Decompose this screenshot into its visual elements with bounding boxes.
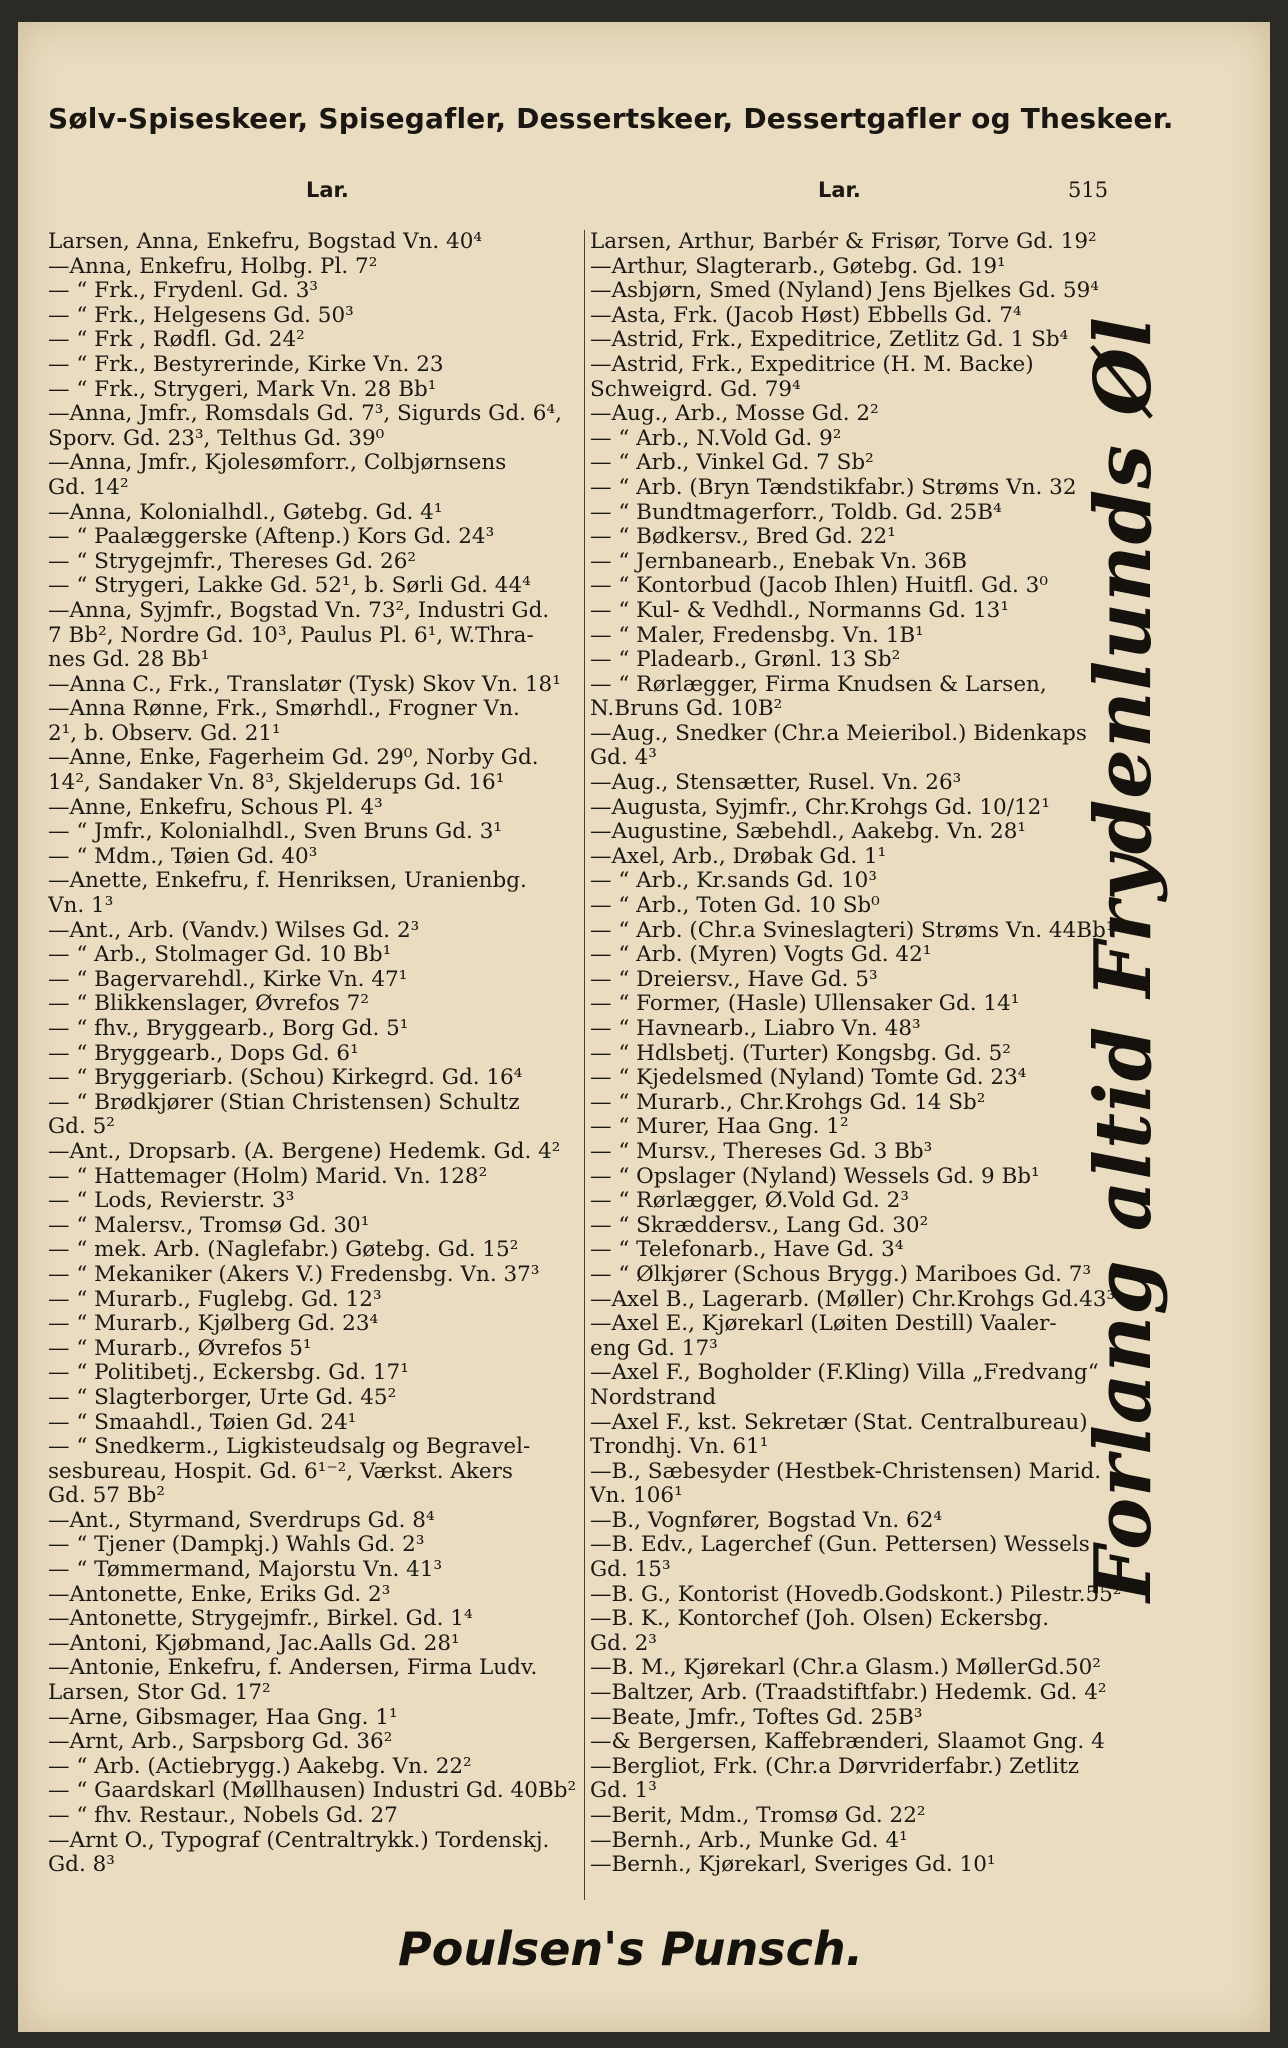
directory-entry: — “ Strygeri, Lakke Gd. 52¹, b. Sørli Gd. 44⁴ — [48, 574, 531, 599]
directory-entry: —B. K., Kontorchef (Joh. Olsen) Eckersbg. — [590, 1607, 1050, 1632]
directory-entry: —Anna, Syjmfr., Bogstad Vn. 73², Industri Gd. — [48, 598, 550, 623]
page-number: 515 — [1068, 178, 1109, 202]
directory-entry: — “ Ølkjører (Schous Brygg.) Mariboes Gd. 7³ — [590, 1262, 1092, 1287]
directory-entry: — “ Arb. (Chr.a Svineslagteri) Strøms Vn. 44Bb¹ — [590, 918, 1115, 943]
directory-entry: —B., Sæbesyder (Hestbek-Christensen) Marid. — [590, 1459, 1102, 1484]
directory-entry: 14², Sandaker Vn. 8³, Skjelderups Gd. 16¹ — [48, 771, 505, 796]
directory-entry: — “ Mekaniker (Akers V.) Fredensbg. Vn. 37³ — [48, 1262, 540, 1287]
directory-entry: —Anna, Kolonialhdl., Gøtebg. Gd. 4¹ — [48, 500, 443, 525]
directory-entry: Larsen, Arthur, Barbér & Frisør, Torve Gd. 19² — [590, 230, 1097, 254]
directory-entry: —Arnt, Arb., Sarpsborg Gd. 36² — [48, 1730, 393, 1755]
directory-entry: —& Bergersen, Kaffebrænderi, Slaamot Gng. 4 — [590, 1730, 1105, 1755]
directory-entry: — “ Mursv., Thereses Gd. 3 Bb³ — [590, 1139, 933, 1164]
directory-entry: Gd. 5² — [48, 1115, 115, 1140]
directory-entry: — “ Tømmermand, Majorstu Vn. 41³ — [48, 1558, 443, 1583]
directory-entry: — “ Tjener (Dampkj.) Wahls Gd. 2³ — [48, 1533, 425, 1558]
directory-entry: Vn. 106¹ — [590, 1484, 683, 1509]
directory-entry: — “ Murer, Haa Gng. 1² — [590, 1115, 849, 1140]
directory-entry: — “ Skræddersv., Lang Gd. 30² — [590, 1213, 929, 1238]
directory-entry: — “ Frk., Frydenl. Gd. 3³ — [48, 279, 319, 304]
directory-entry: —Anna, Jmfr., Romsdals Gd. 7³, Sigurds Gd. 6⁴, — [48, 402, 562, 427]
directory-entry: — “ Frk., Strygeri, Mark Vn. 28 Bb¹ — [48, 377, 437, 402]
directory-entry: —Ant., Dropsarb. (A. Bergene) Hedemk. Gd. 4² — [48, 1139, 561, 1164]
directory-entry: — “ Opslager (Nyland) Wessels Gd. 9 Bb¹ — [590, 1164, 1040, 1189]
directory-page — [18, 22, 1270, 2032]
directory-entry: —Antoni, Kjøbmand, Jac.Aalls Gd. 28¹ — [48, 1631, 460, 1656]
directory-entry: —Bergliot, Frk. (Chr.a Dørvriderfabr.) Zetlitz — [590, 1754, 1080, 1779]
directory-entry: —Aug., Snedker (Chr.a Meieribol.) Bidenkaps — [590, 721, 1087, 746]
directory-entry: —Arne, Gibsmager, Haa Gng. 1¹ — [48, 1705, 398, 1730]
directory-entry: — “ Arb. (Bryn Tændstikfabr.) Strøms Vn. 32 — [590, 475, 1077, 500]
directory-entry: — “ Murarb., Chr.Krohgs Gd. 14 Sb² — [590, 1090, 986, 1115]
directory-entry: —B., Vognfører, Bogstad Vn. 62⁴ — [590, 1508, 943, 1533]
directory-entry: sesbureau, Hospit. Gd. 6¹⁻², Værkst. Akers — [48, 1459, 513, 1484]
right-column-heading: Lar. — [818, 178, 861, 202]
directory-entry: — “ mek. Arb. (Naglefabr.) Gøtebg. Gd. 15² — [48, 1238, 519, 1263]
directory-entry: —Antonie, Enkefru, f. Andersen, Firma Ludv. — [48, 1656, 538, 1681]
directory-entry: — “ Hdlsbetj. (Turter) Kongsbg. Gd. 5² — [590, 1041, 1011, 1066]
directory-entry: —Asta, Frk. (Jacob Høst) Ebbells Gd. 7⁴ — [590, 303, 1022, 328]
directory-entry: —B. Edv., Lagerchef (Gun. Pettersen) Wessels — [590, 1533, 1090, 1558]
directory-entry: — “ Hattemager (Holm) Marid. Vn. 128² — [48, 1164, 488, 1189]
directory-entry: — “ Bryggeriarb. (Schou) Kirkegrd. Gd. 16⁴ — [48, 1066, 523, 1091]
directory-entry: — “ Blikkenslager, Øvrefos 7² — [48, 992, 369, 1017]
directory-entry: —Anna Rønne, Frk., Smørhdl., Frogner Vn. — [48, 697, 520, 722]
directory-entry: —Bernh., Kjørekarl, Sveriges Gd. 10¹ — [590, 1853, 996, 1878]
directory-entry: — “ Lods, Revierstr. 3³ — [48, 1189, 295, 1214]
directory-entry: Gd. 15³ — [590, 1558, 671, 1583]
directory-entry: — “ Frk., Helgesens Gd. 50³ — [48, 303, 354, 328]
directory-entry: — “ Brødkjører (Stian Christensen) Schultz — [48, 1090, 520, 1115]
directory-entry: Gd. 2³ — [590, 1631, 657, 1656]
directory-entry: — “ Gaardskarl (Møllhausen) Industri Gd. 40Bb² — [48, 1779, 577, 1804]
directory-entry: — “ Kjedelsmed (Nyland) Tomte Gd. 23⁴ — [590, 1066, 1027, 1091]
directory-entry: — “ Jernbanearb., Enebak Vn. 36B — [590, 549, 968, 574]
directory-entry: —Antonette, Strygejmfr., Birkel. Gd. 1⁴ — [48, 1607, 473, 1632]
directory-entry: — “ Mdm., Tøien Gd. 40³ — [48, 844, 318, 869]
directory-entry: —Anne, Enke, Fagerheim Gd. 29⁰, Norby Gd. — [48, 746, 539, 771]
directory-entry: — “ Dreiersv., Have Gd. 5³ — [590, 967, 878, 992]
directory-entry: —Anna, Enkefru, Holbg. Pl. 7² — [48, 254, 378, 279]
page-header-advert: Sølv-Spiseskeer, Spisegafler, Dessertskeer, Dessertgafler og Theskeer. — [48, 102, 1174, 135]
directory-entry: —Anne, Enkefru, Schous Pl. 4³ — [48, 795, 383, 820]
directory-entry: —Ant., Arb. (Vandv.) Wilses Gd. 2³ — [48, 918, 420, 943]
directory-entry: — “ Strygejmfr., Thereses Gd. 26² — [48, 549, 416, 574]
directory-entry: — “ Arb., Kr.sands Gd. 10³ — [590, 869, 877, 894]
directory-entry: Gd. 4³ — [590, 746, 657, 771]
vertical-advertisement: Forlang altid Frydenlunds Øl — [1078, 316, 1169, 1602]
directory-entry: Nordstrand — [590, 1385, 717, 1410]
directory-entry: — “ Murarb., Fuglebg. Gd. 12³ — [48, 1287, 382, 1312]
directory-entry: —Berit, Mdm., Tromsø Gd. 22² — [590, 1804, 926, 1828]
directory-entry: N.Bruns Gd. 10B² — [590, 697, 783, 722]
directory-entry: — “ Rørlægger, Ø.Vold Gd. 2³ — [590, 1189, 909, 1214]
directory-entry: — “ Kontorbud (Jacob Ihlen) Huitfl. Gd. 3⁰ — [590, 574, 1048, 599]
directory-entry: —Anna C., Frk., Translatør (Tysk) Skov Vn. 18¹ — [48, 672, 561, 697]
directory-entry: — “ Bagervarehdl., Kirke Vn. 47¹ — [48, 967, 408, 992]
directory-entry: —B. G., Kontorist (Hovedb.Godskont.) Pilestr.55² — [590, 1582, 1122, 1607]
directory-entry: —Anna, Jmfr., Kjolesømforr., Colbjørnsens — [48, 451, 507, 476]
directory-entry: —Ant., Styrmand, Sverdrups Gd. 8⁴ — [48, 1508, 435, 1533]
directory-entry: — “ Arb., Toten Gd. 10 Sb⁰ — [590, 894, 880, 919]
directory-entry: — “ Murarb., Kjølberg Gd. 23⁴ — [48, 1312, 379, 1337]
directory-entry: — “ fhv. Restaur., Nobels Gd. 27 — [48, 1804, 398, 1828]
directory-entry: Gd. 1³ — [590, 1779, 657, 1804]
directory-entry: Gd. 14² — [48, 475, 129, 500]
directory-entry: — “ Bryggearb., Dops Gd. 6¹ — [48, 1041, 359, 1066]
directory-entry: Sporv. Gd. 23³, Telthus Gd. 39⁰ — [48, 426, 385, 451]
directory-entry: —Astrid, Frk., Expeditrice (H. M. Backe) — [590, 352, 1034, 377]
directory-entry: 7 Bb², Nordre Gd. 10³, Paulus Pl. 6¹, W.Thra- — [48, 623, 534, 648]
directory-entry: — “ Frk , Rødfl. Gd. 24² — [48, 328, 305, 353]
directory-entry: — “ Telefonarb., Have Gd. 3⁴ — [590, 1238, 904, 1263]
directory-entry: —Asbjørn, Smed (Nyland) Jens Bjelkes Gd. 59⁴ — [590, 279, 1099, 304]
directory-entry: —Axel E., Kjørekarl (Løiten Destill) Vaaler- — [590, 1312, 1057, 1337]
directory-entry: — “ Arb., N.Vold Gd. 9² — [590, 426, 842, 451]
directory-entry: — “ Rørlægger, Firma Knudsen & Larsen, — [590, 672, 1047, 697]
directory-entry: —Arthur, Slagterarb., Gøtebg. Gd. 19¹ — [590, 254, 1006, 279]
left-column-heading: Lar. — [306, 178, 349, 202]
directory-entry: — “ Smaahdl., Tøien Gd. 24¹ — [48, 1410, 357, 1435]
directory-entry: — “ Kul- & Vedhdl., Normanns Gd. 13¹ — [590, 598, 1009, 623]
directory-entry: nes Gd. 28 Bb¹ — [48, 648, 210, 673]
left-column-entries — [48, 230, 588, 1878]
directory-entry: —Arnt O., Typograf (Centraltrykk.) Tordenskj. — [48, 1828, 550, 1853]
directory-entry: — “ Maler, Fredensbg. Vn. 1B¹ — [590, 623, 924, 648]
directory-entry: —Beate, Jmfr., Toftes Gd. 25B³ — [590, 1705, 923, 1730]
column-divider — [584, 230, 585, 1900]
directory-entry: — “ Murarb., Øvrefos 5¹ — [48, 1336, 312, 1361]
directory-entry: —Axel F., kst. Sekretær (Stat. Centralbureau) — [590, 1410, 1088, 1435]
directory-entry: — “ Pladearb., Grønl. 13 Sb² — [590, 648, 901, 673]
directory-entry: —B. M., Kjørekarl (Chr.a Glasm.) MøllerGd.50² — [590, 1656, 1101, 1681]
directory-entry: — “ Arb., Stolmager Gd. 10 Bb¹ — [48, 943, 392, 968]
directory-entry: —Aug., Arb., Mosse Gd. 2² — [590, 402, 879, 427]
directory-entry: — “ Havnearb., Liabro Vn. 48³ — [590, 1017, 921, 1041]
directory-entry: — “ Frk., Bestyrerinde, Kirke Vn. 23 — [48, 352, 444, 377]
directory-entry: —Augustine, Sæbehdl., Aakebg. Vn. 28¹ — [590, 820, 1026, 845]
directory-entry: — “ Arb. (Actiebrygg.) Aakebg. Vn. 22² — [48, 1754, 472, 1779]
directory-entry: — “ Snedkerm., Ligkisteudsalg og Begravel- — [48, 1435, 531, 1460]
directory-entry: — “ fhv., Bryggearb., Borg Gd. 5¹ — [48, 1017, 409, 1041]
directory-entry: — “ Jmfr., Kolonialhdl., Sven Bruns Gd. 3¹ — [48, 820, 503, 845]
directory-entry: Vn. 1³ — [48, 894, 114, 919]
directory-entry: 2¹, b. Observ. Gd. 21¹ — [48, 721, 281, 746]
directory-entry: —Baltzer, Arb. (Traadstiftfabr.) Hedemk. Gd. 4² — [590, 1681, 1107, 1706]
directory-entry: — “ Malersv., Tromsø Gd. 30¹ — [48, 1213, 370, 1238]
directory-entry: — “ Arb. (Myren) Vogts Gd. 42¹ — [590, 943, 932, 968]
directory-entry: —Astrid, Frk., Expeditrice, Zetlitz Gd. 1 Sb⁴ — [590, 328, 1069, 353]
directory-entry: Larsen, Anna, Enkefru, Bogstad Vn. 40⁴ — [48, 230, 483, 254]
directory-entry: — “ Slagterborger, Urte Gd. 45² — [48, 1385, 397, 1410]
directory-entry: —Bernh., Arb., Munke Gd. 4¹ — [590, 1828, 908, 1853]
directory-entry: —Axel, Arb., Drøbak Gd. 1¹ — [590, 844, 887, 869]
directory-entry: — “ Politibetj., Eckersbg. Gd. 17¹ — [48, 1361, 409, 1386]
directory-entry: — “ Bundtmagerforr., Toldb. Gd. 25B⁴ — [590, 500, 1002, 525]
directory-entry: Gd. 8³ — [48, 1853, 115, 1878]
directory-entry: —Augusta, Syjmfr., Chr.Krohgs Gd. 10/12¹ — [590, 795, 1050, 820]
directory-entry: —Antonette, Enke, Eriks Gd. 2³ — [48, 1582, 391, 1607]
directory-entry: Schweigrd. Gd. 79⁴ — [590, 377, 801, 402]
directory-entry: Trondhj. Vn. 61¹ — [590, 1435, 769, 1460]
directory-entry: —Aug., Stensætter, Rusel. Vn. 26³ — [590, 771, 962, 796]
directory-entry: —Axel F., Bogholder (F.Kling) Villa „Fredvang“ — [590, 1361, 1099, 1386]
right-column-entries — [590, 230, 1138, 1878]
directory-entry: — “ Arb., Vinkel Gd. 7 Sb² — [590, 451, 874, 476]
directory-entry: eng Gd. 17³ — [590, 1336, 718, 1361]
directory-entry: —Anette, Enkefru, f. Henriksen, Uranienbg. — [48, 869, 527, 894]
footer-advertisement: Poulsen's Punsch. — [398, 1922, 864, 1976]
directory-entry: Gd. 57 Bb² — [48, 1484, 165, 1509]
directory-entry: — “ Paalæggerske (Aftenp.) Kors Gd. 24³ — [48, 525, 495, 550]
directory-entry: — “ Former, (Hasle) Ullensaker Gd. 14¹ — [590, 992, 1020, 1017]
directory-entry: — “ Bødkersv., Bred Gd. 22¹ — [590, 525, 896, 550]
directory-entry: —Axel B., Lagerarb. (Møller) Chr.Krohgs Gd.43³ — [590, 1287, 1116, 1312]
directory-entry: Larsen, Stor Gd. 17² — [48, 1681, 271, 1706]
